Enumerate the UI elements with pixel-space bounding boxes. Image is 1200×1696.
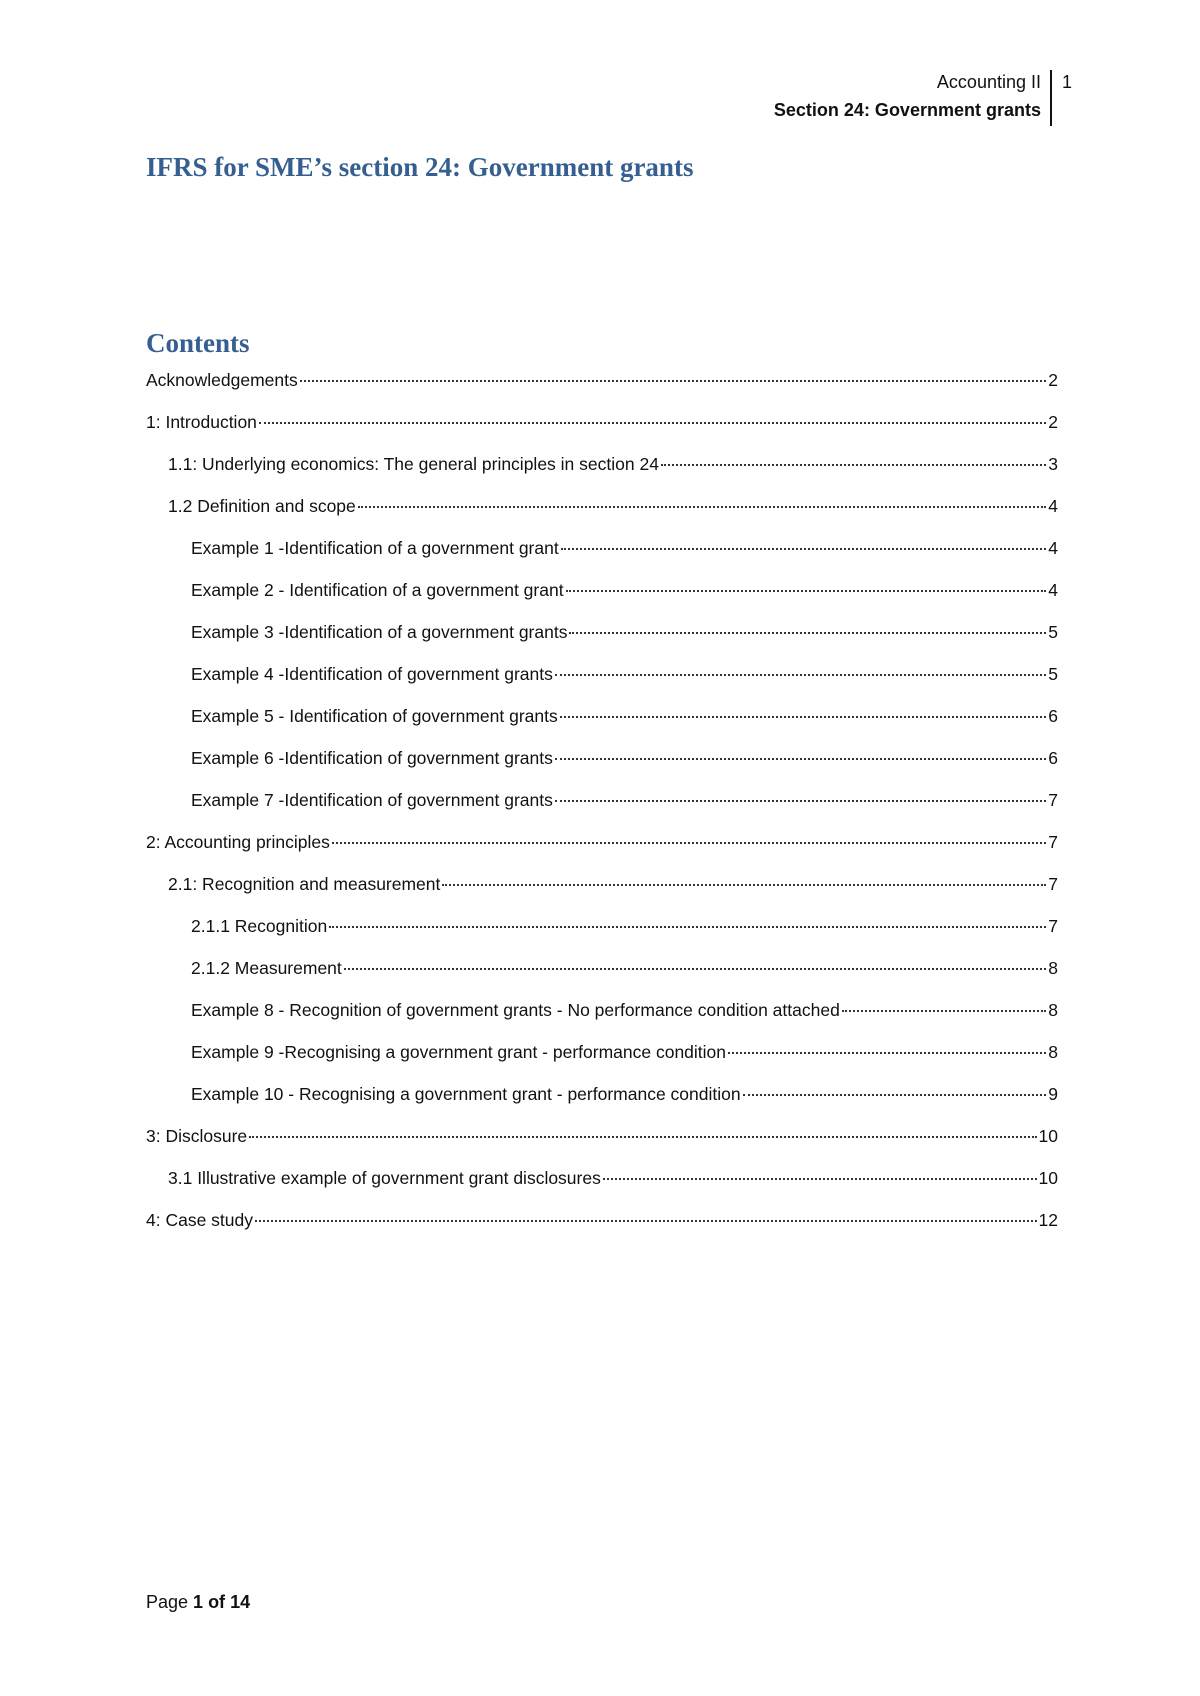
toc-entry-page[interactable]: 10 — [1038, 1168, 1058, 1188]
footer-current-page: 1 — [193, 1592, 204, 1612]
toc-entry-label[interactable]: 4: Case study — [146, 1210, 253, 1230]
toc-entry[interactable] — [146, 912, 1058, 954]
toc-entry-page[interactable]: 7 — [1048, 832, 1058, 852]
toc-dot-leader — [555, 674, 1046, 676]
toc-dot-leader — [661, 464, 1046, 466]
toc-entry[interactable] — [146, 366, 1058, 408]
toc-entry-page[interactable]: 5 — [1048, 622, 1058, 642]
toc-entry-page[interactable]: 9 — [1048, 1084, 1058, 1104]
toc-entry[interactable] — [146, 870, 1058, 912]
toc-entry-label[interactable]: 3.1 Illustrative example of government grant disclosures — [168, 1168, 601, 1188]
toc-entry-label[interactable]: 1.2 Definition and scope — [168, 496, 356, 516]
page-footer — [146, 1588, 250, 1616]
header-section: Section 24: Government grants — [773, 100, 1041, 120]
toc-entry[interactable] — [146, 786, 1058, 828]
toc-entry-label[interactable]: Example 3 -Identification of a government grants — [191, 622, 568, 642]
toc-entry-label[interactable]: Example 2 - Identification of a government grant — [191, 580, 564, 600]
footer-prefix: Page — [146, 1592, 194, 1612]
toc-entry-page[interactable]: 6 — [1048, 706, 1058, 726]
toc-entry-label[interactable]: 3: Disclosure — [146, 1126, 248, 1146]
toc-entry-label[interactable]: Example 5 - Identification of government grants — [191, 706, 558, 726]
toc-entry-page[interactable]: 4 — [1048, 580, 1058, 600]
toc-dot-leader — [332, 842, 1046, 844]
toc-dot-leader — [560, 716, 1046, 718]
toc-dot-leader — [344, 968, 1046, 970]
toc-dot-leader — [603, 1178, 1037, 1180]
toc-dot-leader — [259, 422, 1046, 424]
header-text — [774, 68, 1050, 124]
toc-dot-leader — [255, 1220, 1037, 1222]
table-of-contents — [146, 366, 1058, 1248]
toc-entry-page[interactable]: 7 — [1048, 790, 1058, 810]
toc-dot-leader — [555, 758, 1046, 760]
toc-entry-page[interactable]: 4 — [1048, 496, 1058, 516]
toc-entry[interactable] — [146, 828, 1058, 870]
toc-entry-label[interactable]: 1.1: Underlying economics: The general principles in section 24 — [168, 454, 659, 474]
toc-entry-label[interactable]: 2.1.1 Recognition — [191, 916, 328, 936]
toc-entry-label[interactable]: 1: Introduction — [146, 412, 257, 432]
toc-dot-leader — [358, 506, 1046, 508]
toc-entry[interactable] — [146, 534, 1058, 576]
toc-entry-label[interactable]: Example 7 -Identification of government grants — [191, 790, 553, 810]
toc-entry-label[interactable]: Example 8 - Recognition of government grants - No performance condition attached — [191, 1000, 840, 1020]
page-header — [774, 68, 1072, 124]
toc-entry-page[interactable]: 5 — [1048, 664, 1058, 684]
toc-dot-leader — [569, 632, 1046, 634]
toc-entry[interactable] — [146, 576, 1058, 618]
toc-dot-leader — [842, 1010, 1046, 1012]
toc-entry[interactable] — [146, 954, 1058, 996]
toc-entry-label[interactable]: Example 10 - Recognising a government grant - performance condition — [191, 1084, 741, 1104]
toc-entry-label[interactable]: 2.1: Recognition and measurement — [168, 874, 441, 894]
header-course: Accounting II — [936, 72, 1041, 92]
toc-entry-page[interactable]: 3 — [1048, 454, 1058, 474]
toc-entry[interactable] — [146, 660, 1058, 702]
toc-entry-label[interactable]: 2: Accounting principles — [146, 832, 330, 852]
toc-entry-page[interactable]: 6 — [1048, 748, 1058, 768]
toc-dot-leader — [728, 1052, 1046, 1054]
toc-dot-leader — [329, 926, 1046, 928]
toc-entry[interactable] — [146, 1164, 1058, 1206]
toc-entry[interactable] — [146, 1038, 1058, 1080]
toc-entry-label[interactable]: Example 6 -Identification of government grants — [191, 748, 553, 768]
toc-entry-page[interactable]: 12 — [1038, 1210, 1058, 1230]
toc-entry-page[interactable]: 8 — [1048, 1042, 1058, 1062]
toc-entry[interactable] — [146, 492, 1058, 534]
toc-entry-label[interactable]: Example 9 -Recognising a government grant - performance condition — [191, 1042, 727, 1062]
toc-entry[interactable] — [146, 1206, 1058, 1248]
toc-entry-page[interactable]: 10 — [1038, 1126, 1058, 1146]
header-page-number: 1 — [1061, 72, 1072, 92]
toc-entry[interactable] — [146, 744, 1058, 786]
toc-entry[interactable] — [146, 1080, 1058, 1122]
contents-heading: Contents — [146, 328, 250, 358]
toc-entry-label[interactable]: Acknowledgements — [146, 370, 298, 390]
toc-entry-page[interactable]: 2 — [1048, 412, 1058, 432]
toc-dot-leader — [743, 1094, 1046, 1096]
toc-entry-page[interactable]: 4 — [1048, 538, 1058, 558]
toc-dot-leader — [561, 548, 1046, 550]
toc-entry-page[interactable]: 7 — [1048, 916, 1058, 936]
toc-entry[interactable] — [146, 702, 1058, 744]
toc-entry-label[interactable]: Example 1 -Identification of a government grant — [191, 538, 559, 558]
footer-total-pages: 14 — [230, 1592, 251, 1612]
toc-entry[interactable] — [146, 618, 1058, 660]
toc-entry-page[interactable]: 8 — [1048, 958, 1058, 978]
toc-dot-leader — [566, 590, 1046, 592]
toc-dot-leader — [555, 800, 1046, 802]
toc-entry[interactable] — [146, 1122, 1058, 1164]
toc-entry-page[interactable]: 8 — [1048, 1000, 1058, 1020]
toc-entry[interactable] — [146, 408, 1058, 450]
document-title: IFRS for SME’s section 24: Government grants — [146, 152, 694, 182]
toc-dot-leader — [300, 380, 1046, 382]
toc-entry[interactable] — [146, 996, 1058, 1038]
footer-of: of — [203, 1592, 231, 1612]
toc-entry-label[interactable]: 2.1.2 Measurement — [191, 958, 342, 978]
toc-entry-page[interactable]: 7 — [1048, 874, 1058, 894]
toc-dot-leader — [249, 1136, 1036, 1138]
toc-dot-leader — [442, 884, 1046, 886]
toc-entry[interactable] — [146, 450, 1058, 492]
toc-entry-page[interactable]: 2 — [1048, 370, 1058, 390]
toc-entry-label[interactable]: Example 4 -Identification of government grants — [191, 664, 553, 684]
